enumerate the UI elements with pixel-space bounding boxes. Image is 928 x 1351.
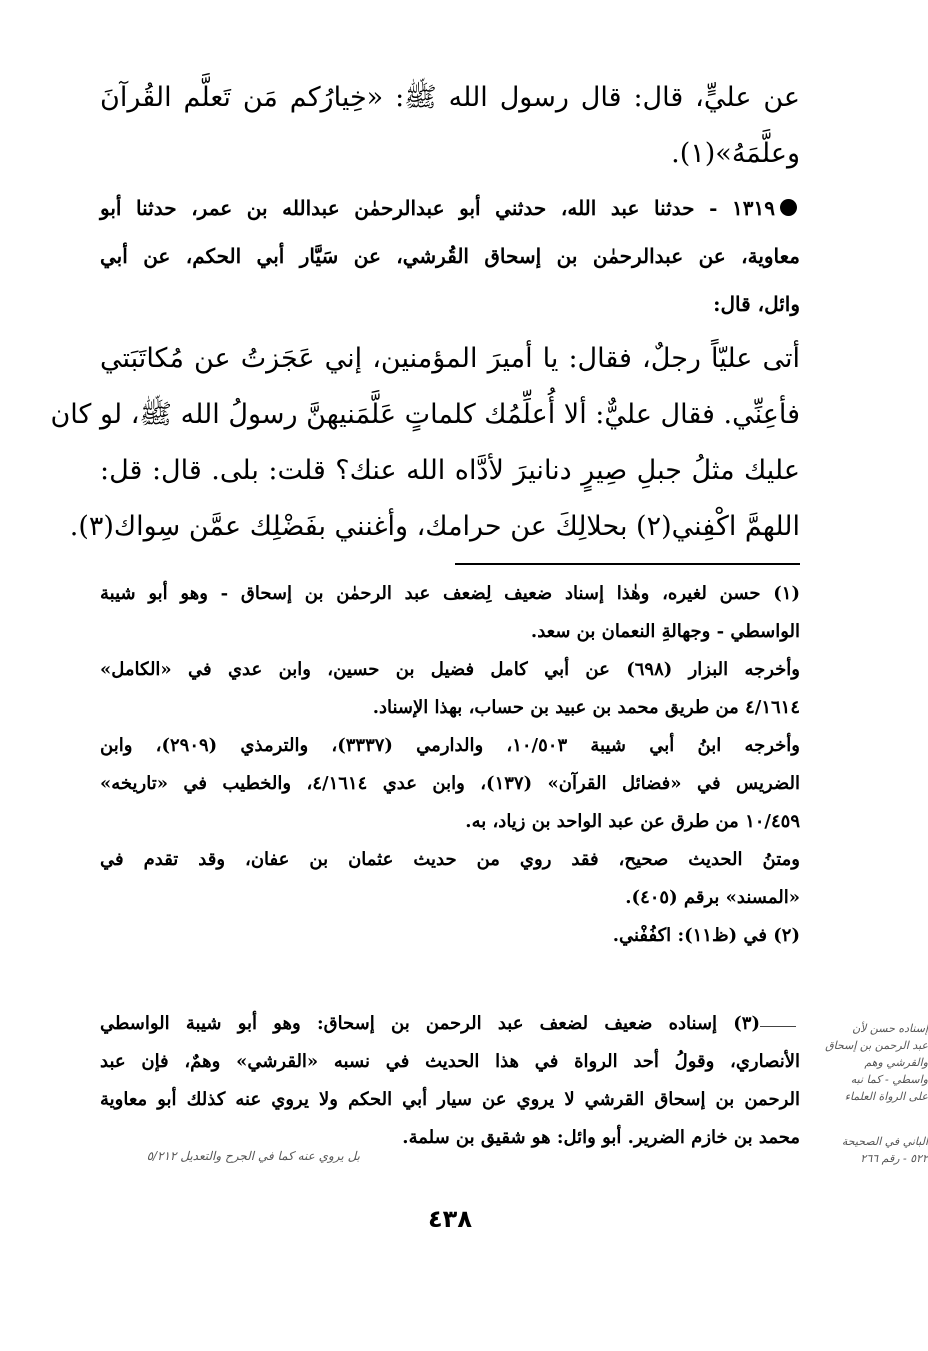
footnote-line: محمد بن خازم الضرير. أبو وائل: هو شقيق بن سلمة. xyxy=(402,1127,800,1148)
text-line: اللهمَّ اكْفِني(٢) بحلالِكَ عن حرامك، وأغنني بفَضْلِك عمَّن سِواك(٣). xyxy=(69,511,800,542)
handwritten-line: واسطي - كما نبه xyxy=(850,1073,928,1086)
handwritten-line: على الرواة العلماء xyxy=(844,1090,928,1103)
text-line: فأعِنِّي. فقال عليٌّ: ألا أُعلِّمُك كلماتٍ عَلَّمَنيهنَّ رسولُ الله ﷺ، لو كان xyxy=(50,399,800,430)
footnote-3-cont xyxy=(100,1043,800,1157)
footnote-line: الأنصاري، وقولُ أحد الرواة في هذا الحديث في نسبه «القرشي» وهمٌ، فإن عبد xyxy=(100,1051,800,1072)
footnote-line: ومتنُ الحديث صحيح، فقد روي من حديث عثمان بن عفان، وقد تقدم في xyxy=(100,849,800,870)
handwritten-margin-note xyxy=(810,1020,928,1167)
handwritten-line: الباني في الصحيحة xyxy=(841,1135,928,1148)
footnote-line: ٤/١٦١٤ من طريق محمد بن عبيد بن حساب، بهذا الإسناد. xyxy=(372,697,800,718)
footnote-line: وأخرجه البزار (٦٩٨) عن أبي كامل فضيل بن حسين، وابن عدي في «الكامل» xyxy=(100,659,801,680)
footnote-divider xyxy=(455,563,800,565)
footnotes xyxy=(100,575,800,955)
handwritten-line: والقرشي وهم xyxy=(864,1056,928,1069)
footnote-line: الرحمن بن إسحاق القرشي لا يروي عن سيار أبي الحكم ولا يروي عنه كذلك أبو معاوية xyxy=(100,1089,800,1110)
text-line: ١٣١٩ - حدثنا عبد الله، حدثني أبو عبدالرحمٰن عبدالله بن عمر، حدثنا أبو xyxy=(100,196,775,220)
footnote-line: الضريس في «فضائل القرآن» (١٣٧)، وابن عدي ٤/١٦١٤، والخطيب في «تاريخه» xyxy=(100,773,800,794)
handwritten-line: ٥٢٢ - رقم ٢٦٦ xyxy=(860,1152,928,1165)
hadith-isnad xyxy=(100,184,775,232)
footnote-line: (٣) إسناده ضعيف لضعف عبد الرحمن بن إسحاق: وهو أبو شيبة الواسطي xyxy=(100,1013,760,1034)
text-line: عليك مثلُ جبلِ صِيرٍ دنانيرَ لأدَّاه الله عنك؟ قلت: بلى. قال: قل: xyxy=(100,455,800,486)
text-line: عن عليٍّ، قال: قال رسول الله ﷺ: «خِيارُكم مَن تَعلَّم القُرآنَ xyxy=(100,82,800,113)
text-line: وائل، قال: xyxy=(713,292,800,316)
handwritten-line: إسناده حسن لأن xyxy=(852,1022,928,1035)
text-line: أتى عليّاً رجلٌ، فقال: يا أميرَ المؤمنين، إني عَجَزتُ عن مُكاتَبَتي xyxy=(100,343,800,374)
footnote-line: وأخرجه ابنُ أبي شيبة ١٠/٥٠٣، والدارمي (٣٣٣٧)، والترمذي (٢٩٠٩)، وابن xyxy=(100,735,800,756)
footnote-line: الواسطي - وجهالةِ النعمان بن سعد. xyxy=(530,621,800,642)
footnote-line: «المسند» برقم (٤٠٥). xyxy=(625,887,800,908)
footnote-line: (٢) في (ظ١١): اكفُفْني. xyxy=(612,925,800,946)
hadith-text xyxy=(50,331,800,555)
footnote-line: (١) حسن لغيره، وهٰذا إسناد ضعيف لِضعف عبد الرحمٰن بن إسحاق - وهو أبو شيبة xyxy=(100,583,800,604)
footnote-3 xyxy=(100,1005,760,1043)
top-paragraph xyxy=(100,70,800,182)
footnote-line: ١٠/٤٥٩ من طرق عن عبد الواحد بن زياد، به. xyxy=(465,811,800,832)
handwritten-bottom-note: بل يروي عنه كما في الجرح والتعديل ٥/٢١٢ xyxy=(146,1149,360,1163)
text-line: وعلَّمَهُ»(١). xyxy=(671,138,800,169)
margin-mark xyxy=(760,1026,796,1027)
handwritten-line: عبد الرحمن بن إسحاق xyxy=(825,1039,928,1052)
bullet-icon xyxy=(780,199,797,216)
hadith-isnad-cont xyxy=(100,232,800,328)
text-line: معاوية، عن عبدالرحمٰن بن إسحاق القُرشي، عن سَيَّار أبي الحكم، عن أبي xyxy=(100,244,800,268)
page-number: ٤٣٨ xyxy=(428,1205,472,1233)
